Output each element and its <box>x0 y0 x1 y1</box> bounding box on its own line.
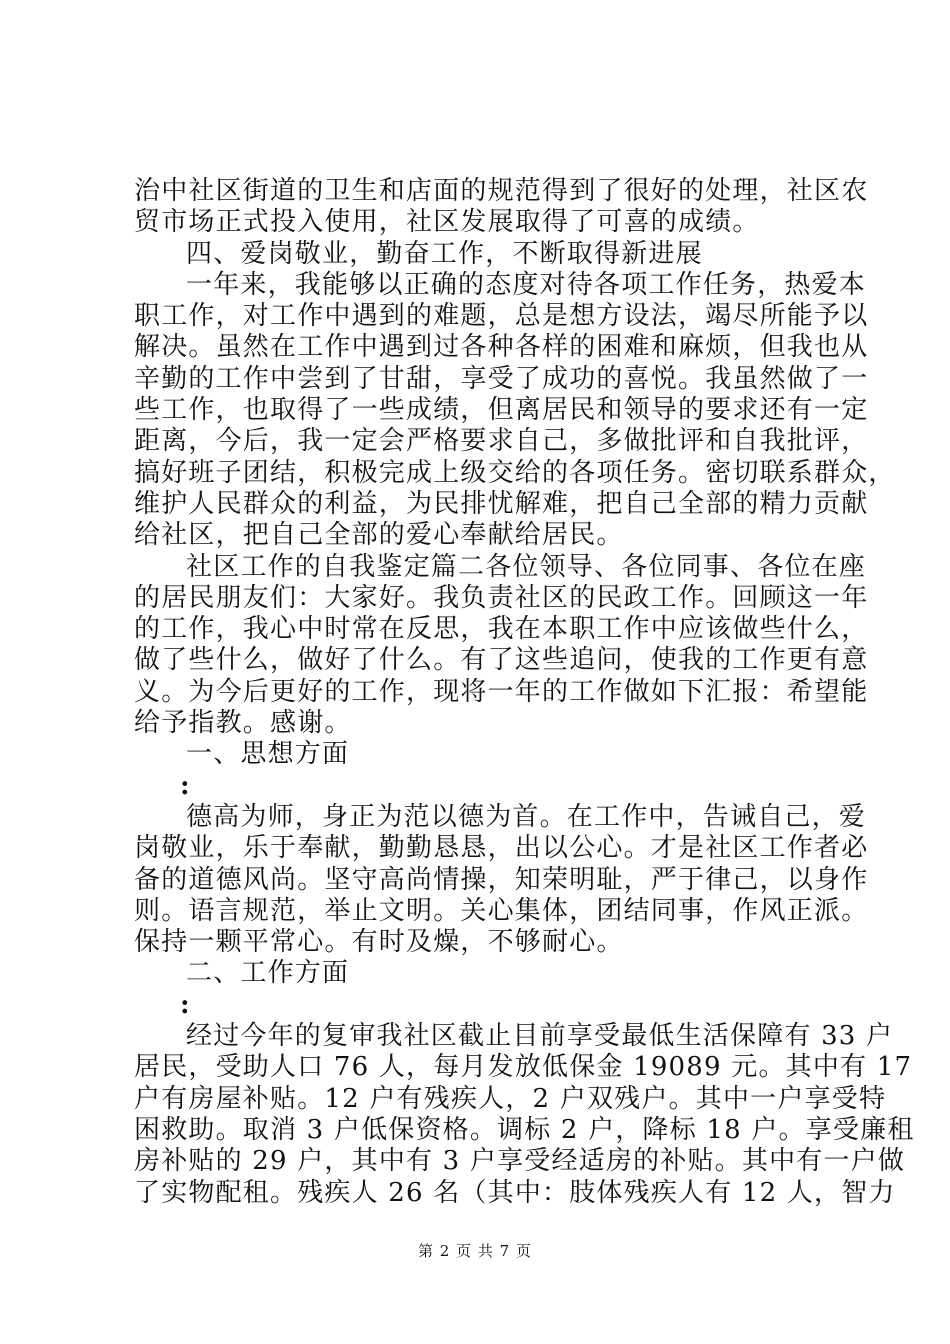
document-body <box>134 176 915 1209</box>
colon-line: : <box>180 770 191 801</box>
text-line: 距离，今后，我一定会严格要求自己，多做批评和自我批评， <box>134 426 869 457</box>
text-line: 保持一颗平常心。有时及燥，不够耐心。 <box>134 927 624 958</box>
text-line: 的工作，我心中时常在反思，我在本职工作中应该做些什么， <box>134 614 869 645</box>
text-line: 给社区，把自己全部的爱心奉献给居民。 <box>134 520 624 551</box>
text-line: 辛勤的工作中尝到了甘甜，享受了成功的喜悦。我虽然做了一 <box>134 363 869 394</box>
text-line: 维护人民群众的利益，为民排忧解难，把自己全部的精力贡献 <box>134 488 869 519</box>
text-line: 户有房屋补贴。12 户有残疾人，2 户双残户。其中一户享受特 <box>134 1083 887 1114</box>
text-line: 则。语言规范，举止文明。关心集体，团结同事，作风正派。 <box>134 895 869 926</box>
text-line: 的居民朋友们：大家好。我负责社区的民政工作。回顾这一年 <box>134 582 869 613</box>
page-number-footer: 第 2 页 共 7 页 <box>418 1242 532 1260</box>
text-line: 一年来，我能够以正确的态度对待各项工作任务，热爱本 <box>186 269 867 300</box>
text-line: 德高为师，身正为范以德为首。在工作中，告诫自己，爱 <box>186 801 867 832</box>
section-heading: 二、工作方面 <box>186 958 350 989</box>
text-line: 了实物配租。残疾人 26 名（其中：肢体残疾人有 12 人，智力 <box>134 1177 896 1208</box>
text-line: 解决。虽然在工作中遇到过各种各样的困难和麻烦，但我也从 <box>134 332 869 363</box>
text-line: 给予指教。感谢。 <box>134 708 352 739</box>
text-line: 治中社区街道的卫生和店面的规范得到了很好的处理，社区农 <box>134 176 869 206</box>
text-line: 义。为今后更好的工作，现将一年的工作做如下汇报：希望能 <box>134 676 869 707</box>
text-line: 搞好班子团结，积极完成上级交给的各项任务。密切联系群众， <box>134 457 896 488</box>
text-line: 备的道德风尚。坚守高尚情操，知荣明耻，严于律己，以身作 <box>134 864 869 895</box>
text-line: 经过今年的复审我社区截止目前享受最低生活保障有 33 户 <box>186 1021 894 1052</box>
text-line: 困救助。取消 3 户低保资格。调标 2 户，降标 18 户。享受廉租 <box>134 1114 915 1145</box>
text-line: 社区工作的自我鉴定篇二各位领导、各位同事、各位在座 <box>186 551 867 582</box>
section-heading: 一、思想方面 <box>186 739 350 770</box>
text-line: 些工作，也取得了一些成绩，但离居民和领导的要求还有一定 <box>134 395 869 426</box>
text-line: 贸市场正式投入使用，社区发展取得了可喜的成绩。 <box>134 207 760 238</box>
text-line: 岗敬业，乐于奉献，勤勤恳恳，出以公心。才是社区工作者必 <box>134 833 869 864</box>
text-line: 房补贴的 29 户，其中有 3 户享受经适房的补贴。其中有一户做 <box>134 1146 906 1177</box>
text-line: 做了些什么，做好了什么。有了这些追问，使我的工作更有意 <box>134 645 869 676</box>
text-line: 职工作，对工作中遇到的难题，总是想方设法，竭尽所能予以 <box>134 301 869 332</box>
colon-line: : <box>180 989 191 1020</box>
text-line: 居民，受助人口 76 人，每月发放低保金 19089 元。其中有 17 <box>134 1052 913 1083</box>
section-heading: 四、爱岗敬业，勤奋工作，不断取得新进展 <box>186 238 703 269</box>
